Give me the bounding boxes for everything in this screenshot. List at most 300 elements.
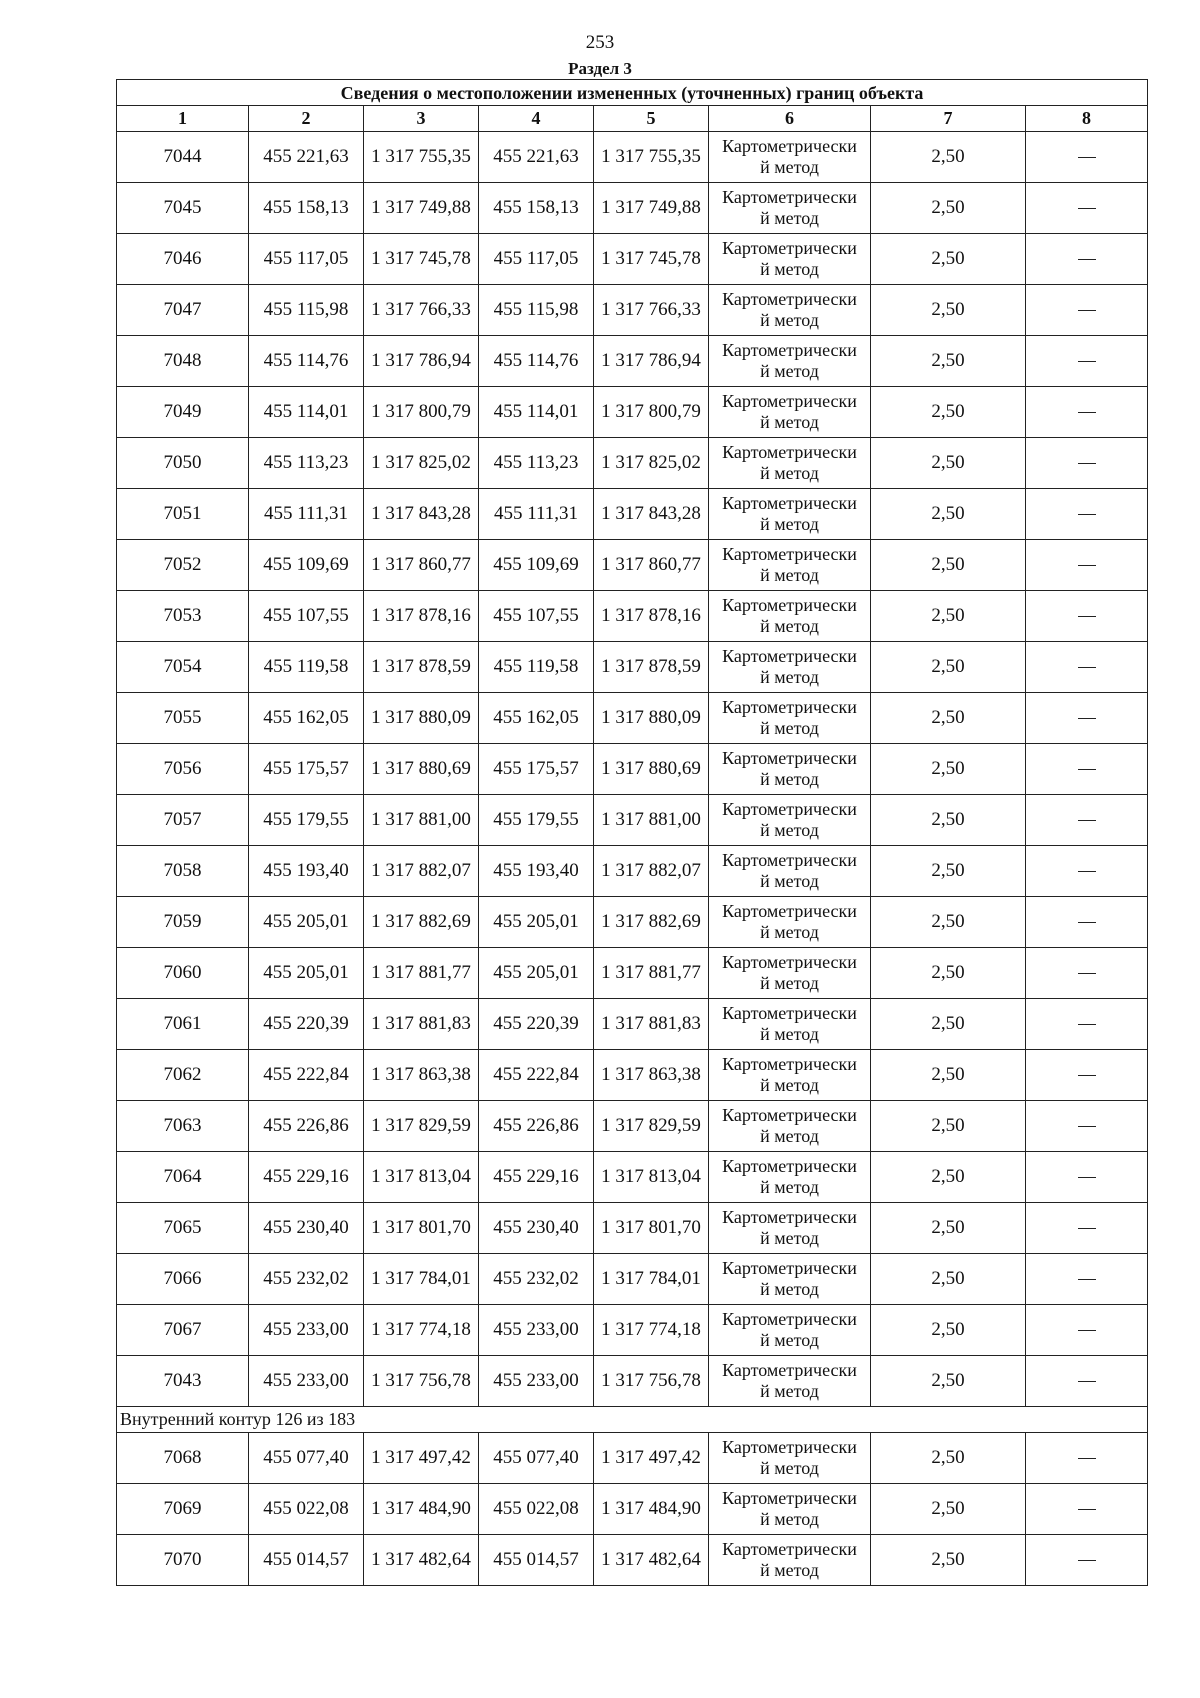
method-cell <box>709 285 871 336</box>
method-line-1: Картометрически <box>722 595 857 615</box>
precision-cell: 2,50 <box>871 642 1026 693</box>
method-line-2: й метод <box>760 922 819 942</box>
dash-mark <box>1078 1330 1096 1331</box>
description-cell <box>1026 1050 1148 1101</box>
method-line-1: Картометрически <box>722 1003 857 1023</box>
method-cell <box>709 1254 871 1305</box>
dash-mark <box>1078 1458 1096 1459</box>
x-new-cell: 455 205,01 <box>479 897 594 948</box>
y-existing-cell: 1 317 756,78 <box>364 1356 479 1407</box>
method-cell <box>709 1433 871 1484</box>
x-existing-cell: 455 022,08 <box>249 1484 364 1535</box>
method-line-2: й метод <box>760 208 819 228</box>
dash-mark <box>1078 1177 1096 1178</box>
method-cell <box>709 591 871 642</box>
method-cell <box>709 1305 871 1356</box>
method-cell <box>709 1101 871 1152</box>
table-row <box>117 234 1148 285</box>
method-line-2: й метод <box>760 412 819 432</box>
boundary-coordinates-table <box>116 79 1148 1586</box>
precision-cell: 2,50 <box>871 846 1026 897</box>
y-new-cell: 1 317 880,69 <box>594 744 709 795</box>
table-row <box>117 387 1148 438</box>
y-new-cell: 1 317 860,77 <box>594 540 709 591</box>
y-new-cell: 1 317 881,83 <box>594 999 709 1050</box>
description-cell <box>1026 1152 1148 1203</box>
description-cell <box>1026 948 1148 999</box>
x-existing-cell: 455 233,00 <box>249 1356 364 1407</box>
description-cell <box>1026 1254 1148 1305</box>
method-line-1: Картометрически <box>722 493 857 513</box>
column-number: 7 <box>871 106 1026 132</box>
precision-cell: 2,50 <box>871 540 1026 591</box>
table-row <box>117 336 1148 387</box>
x-new-cell: 455 221,63 <box>479 132 594 183</box>
method-line-2: й метод <box>760 1330 819 1350</box>
y-new-cell: 1 317 784,01 <box>594 1254 709 1305</box>
column-number: 4 <box>479 106 594 132</box>
method-line-1: Картометрически <box>722 1539 857 1559</box>
description-cell <box>1026 591 1148 642</box>
method-line-2: й метод <box>760 616 819 636</box>
section-title: Раздел 3 <box>568 59 632 78</box>
precision-cell: 2,50 <box>871 1535 1026 1586</box>
table-row <box>117 795 1148 846</box>
precision-cell: 2,50 <box>871 438 1026 489</box>
point-number-cell: 7070 <box>117 1535 249 1586</box>
method-line-1: Картометрически <box>722 187 857 207</box>
description-cell <box>1026 897 1148 948</box>
description-cell <box>1026 234 1148 285</box>
dash-mark <box>1078 1126 1096 1127</box>
point-number-cell: 7045 <box>117 183 249 234</box>
x-existing-cell: 455 107,55 <box>249 591 364 642</box>
y-existing-cell: 1 317 745,78 <box>364 234 479 285</box>
table-row <box>117 438 1148 489</box>
table-row <box>117 1535 1148 1586</box>
method-line-2: й метод <box>760 1177 819 1197</box>
method-cell <box>709 1152 871 1203</box>
method-line-2: й метод <box>760 1381 819 1401</box>
dash-mark <box>1078 1381 1096 1382</box>
y-new-cell: 1 317 786,94 <box>594 336 709 387</box>
x-existing-cell: 455 114,01 <box>249 387 364 438</box>
dash-mark <box>1078 463 1096 464</box>
method-line-1: Картометрически <box>722 1054 857 1074</box>
point-number-cell: 7054 <box>117 642 249 693</box>
method-line-1: Картометрически <box>722 442 857 462</box>
table-row <box>117 1152 1148 1203</box>
x-existing-cell: 455 162,05 <box>249 693 364 744</box>
method-line-2: й метод <box>760 718 819 738</box>
column-number: 3 <box>364 106 479 132</box>
table-row <box>117 1305 1148 1356</box>
precision-cell: 2,50 <box>871 1484 1026 1535</box>
point-number-cell: 7067 <box>117 1305 249 1356</box>
precision-cell: 2,50 <box>871 744 1026 795</box>
y-existing-cell: 1 317 881,77 <box>364 948 479 999</box>
table-row <box>117 744 1148 795</box>
method-line-1: Картометрически <box>722 1488 857 1508</box>
point-number-cell: 7043 <box>117 1356 249 1407</box>
description-cell <box>1026 999 1148 1050</box>
y-new-cell: 1 317 843,28 <box>594 489 709 540</box>
y-existing-cell: 1 317 482,64 <box>364 1535 479 1586</box>
point-number-cell: 7046 <box>117 234 249 285</box>
precision-cell: 2,50 <box>871 1254 1026 1305</box>
precision-cell: 2,50 <box>871 1203 1026 1254</box>
x-new-cell: 455 014,57 <box>479 1535 594 1586</box>
x-existing-cell: 455 222,84 <box>249 1050 364 1101</box>
x-new-cell: 455 077,40 <box>479 1433 594 1484</box>
precision-cell: 2,50 <box>871 387 1026 438</box>
description-cell <box>1026 183 1148 234</box>
method-cell <box>709 1356 871 1407</box>
point-number-cell: 7064 <box>117 1152 249 1203</box>
method-line-2: й метод <box>760 310 819 330</box>
table-row <box>117 1203 1148 1254</box>
x-existing-cell: 455 113,23 <box>249 438 364 489</box>
point-number-cell: 7057 <box>117 795 249 846</box>
method-cell <box>709 540 871 591</box>
x-new-cell: 455 111,31 <box>479 489 594 540</box>
y-new-cell: 1 317 745,78 <box>594 234 709 285</box>
method-line-2: й метод <box>760 1279 819 1299</box>
x-new-cell: 455 107,55 <box>479 591 594 642</box>
x-existing-cell: 455 114,76 <box>249 336 364 387</box>
x-new-cell: 455 117,05 <box>479 234 594 285</box>
x-existing-cell: 455 229,16 <box>249 1152 364 1203</box>
method-cell <box>709 183 871 234</box>
x-existing-cell: 455 119,58 <box>249 642 364 693</box>
column-number: 6 <box>709 106 871 132</box>
method-line-2: й метод <box>760 1228 819 1248</box>
y-new-cell: 1 317 755,35 <box>594 132 709 183</box>
y-new-cell: 1 317 484,90 <box>594 1484 709 1535</box>
y-existing-cell: 1 317 881,83 <box>364 999 479 1050</box>
precision-cell: 2,50 <box>871 1305 1026 1356</box>
y-existing-cell: 1 317 860,77 <box>364 540 479 591</box>
y-new-cell: 1 317 813,04 <box>594 1152 709 1203</box>
precision-cell: 2,50 <box>871 285 1026 336</box>
precision-cell: 2,50 <box>871 1101 1026 1152</box>
table-row <box>117 540 1148 591</box>
dash-mark <box>1078 208 1096 209</box>
x-existing-cell: 455 014,57 <box>249 1535 364 1586</box>
method-line-1: Картометрически <box>722 544 857 564</box>
y-new-cell: 1 317 774,18 <box>594 1305 709 1356</box>
precision-cell: 2,50 <box>871 897 1026 948</box>
table-row <box>117 948 1148 999</box>
x-existing-cell: 455 205,01 <box>249 897 364 948</box>
column-number: 2 <box>249 106 364 132</box>
method-line-1: Картометрически <box>722 1207 857 1227</box>
method-line-2: й метод <box>760 871 819 891</box>
x-existing-cell: 455 179,55 <box>249 795 364 846</box>
dash-mark <box>1078 667 1096 668</box>
x-new-cell: 455 230,40 <box>479 1203 594 1254</box>
x-new-cell: 455 119,58 <box>479 642 594 693</box>
point-number-cell: 7062 <box>117 1050 249 1101</box>
y-existing-cell: 1 317 880,69 <box>364 744 479 795</box>
method-line-1: Картометрически <box>722 238 857 258</box>
table-row <box>117 489 1148 540</box>
y-existing-cell: 1 317 882,07 <box>364 846 479 897</box>
point-number-cell: 7053 <box>117 591 249 642</box>
precision-cell: 2,50 <box>871 1433 1026 1484</box>
y-existing-cell: 1 317 878,16 <box>364 591 479 642</box>
x-new-cell: 455 162,05 <box>479 693 594 744</box>
x-new-cell: 455 232,02 <box>479 1254 594 1305</box>
table-row <box>117 1356 1148 1407</box>
y-existing-cell: 1 317 880,09 <box>364 693 479 744</box>
point-number-cell: 7049 <box>117 387 249 438</box>
y-existing-cell: 1 317 881,00 <box>364 795 479 846</box>
method-line-2: й метод <box>760 1024 819 1044</box>
precision-cell: 2,50 <box>871 132 1026 183</box>
method-cell <box>709 642 871 693</box>
x-existing-cell: 455 117,05 <box>249 234 364 285</box>
x-new-cell: 455 205,01 <box>479 948 594 999</box>
point-number-cell: 7065 <box>117 1203 249 1254</box>
y-new-cell: 1 317 801,70 <box>594 1203 709 1254</box>
x-existing-cell: 455 175,57 <box>249 744 364 795</box>
method-line-1: Картометрически <box>722 646 857 666</box>
description-cell <box>1026 540 1148 591</box>
x-new-cell: 455 113,23 <box>479 438 594 489</box>
method-line-1: Картометрически <box>722 697 857 717</box>
dash-mark <box>1078 769 1096 770</box>
method-cell <box>709 948 871 999</box>
description-cell <box>1026 1203 1148 1254</box>
method-line-1: Картометрически <box>722 1258 857 1278</box>
method-line-1: Картометрически <box>722 748 857 768</box>
table-row <box>117 1101 1148 1152</box>
method-line-2: й метод <box>760 1126 819 1146</box>
method-line-1: Картометрически <box>722 850 857 870</box>
description-cell <box>1026 795 1148 846</box>
x-existing-cell: 455 233,00 <box>249 1305 364 1356</box>
x-existing-cell: 455 220,39 <box>249 999 364 1050</box>
x-new-cell: 455 233,00 <box>479 1305 594 1356</box>
point-number-cell: 7052 <box>117 540 249 591</box>
description-cell <box>1026 336 1148 387</box>
table-row <box>117 285 1148 336</box>
x-new-cell: 455 114,76 <box>479 336 594 387</box>
x-new-cell: 455 222,84 <box>479 1050 594 1101</box>
description-cell <box>1026 387 1148 438</box>
dash-mark <box>1078 1279 1096 1280</box>
y-new-cell: 1 317 863,38 <box>594 1050 709 1101</box>
method-cell <box>709 336 871 387</box>
precision-cell: 2,50 <box>871 489 1026 540</box>
y-new-cell: 1 317 829,59 <box>594 1101 709 1152</box>
table-row <box>117 132 1148 183</box>
dash-mark <box>1078 871 1096 872</box>
y-existing-cell: 1 317 784,01 <box>364 1254 479 1305</box>
method-line-1: Картометрически <box>722 1156 857 1176</box>
description-cell <box>1026 1101 1148 1152</box>
x-new-cell: 455 226,86 <box>479 1101 594 1152</box>
table-title-row <box>117 80 1148 106</box>
y-existing-cell: 1 317 497,42 <box>364 1433 479 1484</box>
method-cell <box>709 1203 871 1254</box>
dash-mark <box>1078 820 1096 821</box>
column-number: 1 <box>117 106 249 132</box>
point-number-cell: 7047 <box>117 285 249 336</box>
y-new-cell: 1 317 880,09 <box>594 693 709 744</box>
precision-cell: 2,50 <box>871 795 1026 846</box>
precision-cell: 2,50 <box>871 693 1026 744</box>
dash-mark <box>1078 514 1096 515</box>
y-new-cell: 1 317 749,88 <box>594 183 709 234</box>
point-number-cell: 7051 <box>117 489 249 540</box>
precision-cell: 2,50 <box>871 1152 1026 1203</box>
method-line-1: Картометрически <box>722 952 857 972</box>
y-existing-cell: 1 317 829,59 <box>364 1101 479 1152</box>
method-line-1: Картометрически <box>722 1105 857 1125</box>
method-line-1: Картометрически <box>722 340 857 360</box>
table-row <box>117 1050 1148 1101</box>
x-existing-cell: 455 115,98 <box>249 285 364 336</box>
table-row <box>117 1484 1148 1535</box>
point-number-cell: 7059 <box>117 897 249 948</box>
method-line-1: Картометрически <box>722 799 857 819</box>
method-line-1: Картометрически <box>722 1309 857 1329</box>
method-line-2: й метод <box>760 973 819 993</box>
point-number-cell: 7048 <box>117 336 249 387</box>
method-line-2: й метод <box>760 667 819 687</box>
point-number-cell: 7044 <box>117 132 249 183</box>
dash-mark <box>1078 310 1096 311</box>
x-new-cell: 455 220,39 <box>479 999 594 1050</box>
y-existing-cell: 1 317 484,90 <box>364 1484 479 1535</box>
method-cell <box>709 795 871 846</box>
dash-mark <box>1078 1509 1096 1510</box>
description-cell <box>1026 438 1148 489</box>
x-new-cell: 455 193,40 <box>479 846 594 897</box>
method-line-2: й метод <box>760 514 819 534</box>
description-cell <box>1026 132 1148 183</box>
point-number-cell: 7050 <box>117 438 249 489</box>
table-row <box>117 183 1148 234</box>
x-new-cell: 455 109,69 <box>479 540 594 591</box>
dash-mark <box>1078 718 1096 719</box>
precision-cell: 2,50 <box>871 183 1026 234</box>
point-number-cell: 7058 <box>117 846 249 897</box>
dash-mark <box>1078 259 1096 260</box>
precision-cell: 2,50 <box>871 1356 1026 1407</box>
x-existing-cell: 455 077,40 <box>249 1433 364 1484</box>
x-existing-cell: 455 221,63 <box>249 132 364 183</box>
y-new-cell: 1 317 881,00 <box>594 795 709 846</box>
x-existing-cell: 455 232,02 <box>249 1254 364 1305</box>
column-number: 5 <box>594 106 709 132</box>
method-cell <box>709 234 871 285</box>
table-row <box>117 1433 1148 1484</box>
table-row <box>117 999 1148 1050</box>
y-new-cell: 1 317 881,77 <box>594 948 709 999</box>
x-new-cell: 455 175,57 <box>479 744 594 795</box>
y-existing-cell: 1 317 774,18 <box>364 1305 479 1356</box>
x-existing-cell: 455 193,40 <box>249 846 364 897</box>
table-row <box>117 846 1148 897</box>
point-number-cell: 7061 <box>117 999 249 1050</box>
point-number-cell: 7060 <box>117 948 249 999</box>
x-new-cell: 455 158,13 <box>479 183 594 234</box>
table-row <box>117 1254 1148 1305</box>
description-cell <box>1026 846 1148 897</box>
y-existing-cell: 1 317 755,35 <box>364 132 479 183</box>
method-line-2: й метод <box>760 157 819 177</box>
column-number-row <box>117 106 1148 132</box>
y-existing-cell: 1 317 863,38 <box>364 1050 479 1101</box>
method-cell <box>709 1484 871 1535</box>
table-row <box>117 897 1148 948</box>
table-row <box>117 693 1148 744</box>
y-existing-cell: 1 317 801,70 <box>364 1203 479 1254</box>
precision-cell: 2,50 <box>871 999 1026 1050</box>
precision-cell: 2,50 <box>871 336 1026 387</box>
description-cell <box>1026 1535 1148 1586</box>
table-title: Сведения о местоположении измененных (уточненных) границ объекта <box>117 80 1148 106</box>
method-cell <box>709 387 871 438</box>
x-existing-cell: 455 205,01 <box>249 948 364 999</box>
y-new-cell: 1 317 800,79 <box>594 387 709 438</box>
method-line-1: Картометрически <box>722 289 857 309</box>
y-new-cell: 1 317 497,42 <box>594 1433 709 1484</box>
y-existing-cell: 1 317 843,28 <box>364 489 479 540</box>
method-line-1: Картометрически <box>722 1360 857 1380</box>
column-number: 8 <box>1026 106 1148 132</box>
precision-cell: 2,50 <box>871 234 1026 285</box>
method-line-2: й метод <box>760 565 819 585</box>
description-cell <box>1026 693 1148 744</box>
method-line-2: й метод <box>760 1075 819 1095</box>
dash-mark <box>1078 973 1096 974</box>
dash-mark <box>1078 361 1096 362</box>
y-existing-cell: 1 317 749,88 <box>364 183 479 234</box>
contour-section-label: Внутренний контур 126 из 183 <box>117 1407 1148 1433</box>
description-cell <box>1026 744 1148 795</box>
x-existing-cell: 455 109,69 <box>249 540 364 591</box>
x-existing-cell: 455 158,13 <box>249 183 364 234</box>
x-existing-cell: 455 111,31 <box>249 489 364 540</box>
point-number-cell: 7068 <box>117 1433 249 1484</box>
method-line-2: й метод <box>760 361 819 381</box>
method-cell <box>709 897 871 948</box>
description-cell <box>1026 1356 1148 1407</box>
precision-cell: 2,50 <box>871 948 1026 999</box>
dash-mark <box>1078 157 1096 158</box>
y-new-cell: 1 317 482,64 <box>594 1535 709 1586</box>
y-new-cell: 1 317 756,78 <box>594 1356 709 1407</box>
y-existing-cell: 1 317 786,94 <box>364 336 479 387</box>
page-number: 253 <box>585 32 615 53</box>
dash-mark <box>1078 565 1096 566</box>
description-cell <box>1026 1484 1148 1535</box>
method-line-2: й метод <box>760 820 819 840</box>
method-line-2: й метод <box>760 259 819 279</box>
method-cell <box>709 846 871 897</box>
dash-mark <box>1078 412 1096 413</box>
x-new-cell: 455 233,00 <box>479 1356 594 1407</box>
method-line-1: Картометрически <box>722 136 857 156</box>
y-new-cell: 1 317 882,69 <box>594 897 709 948</box>
precision-cell: 2,50 <box>871 591 1026 642</box>
dash-mark <box>1078 616 1096 617</box>
table-row <box>117 642 1148 693</box>
